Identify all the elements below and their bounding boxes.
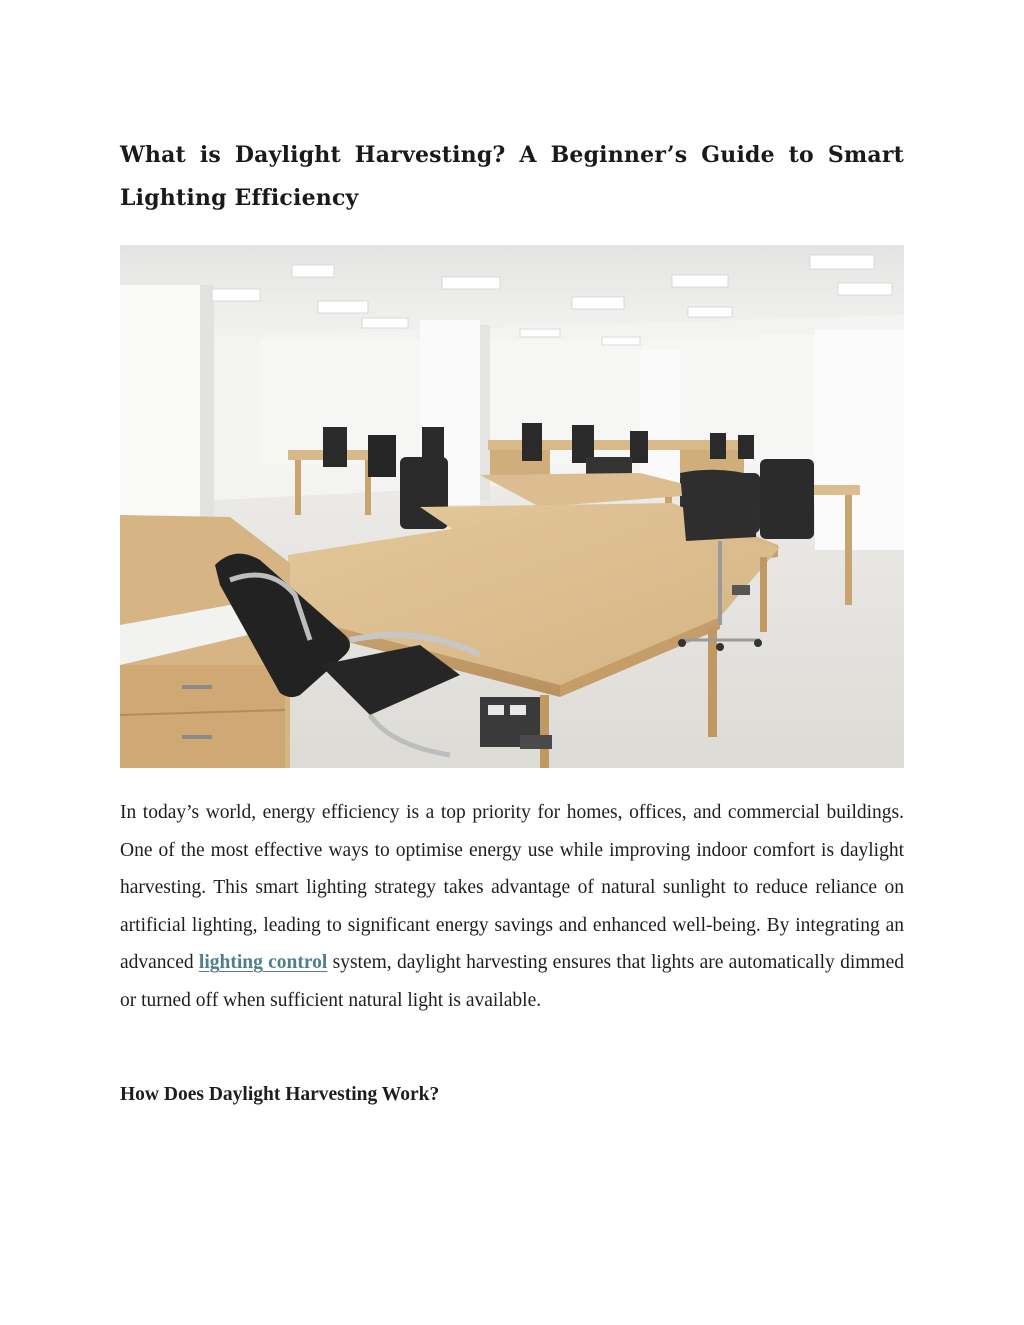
intro-text-part1: In today’s world, energy efficiency is a top priority for homes, offices, and commercial buildings. One of the most effective ways to optimise energy use while improving indoor comfort is daylight harvesting. This smart lighting strategy takes advantage of natural sunlight to reduce reliance on artificial lighting, leading to significant energy savings and enhanced well-being. By integrating an advanced <box>120 802 904 974</box>
office-photo <box>120 245 904 768</box>
intro-paragraph <box>120 794 904 1020</box>
section-heading: How Does Daylight Harvesting Work? <box>120 1084 440 1105</box>
lighting-control-link[interactable]: lighting control <box>198 952 328 974</box>
intro-text-part2: system, daylight harvesting ensures that lights are automatically dimmed or turned off when sufficient natural light is available. <box>120 952 904 1011</box>
article-title: What is Daylight Harvesting? A Beginner’s Guide to Smart Lighting Efficiency <box>120 142 904 211</box>
